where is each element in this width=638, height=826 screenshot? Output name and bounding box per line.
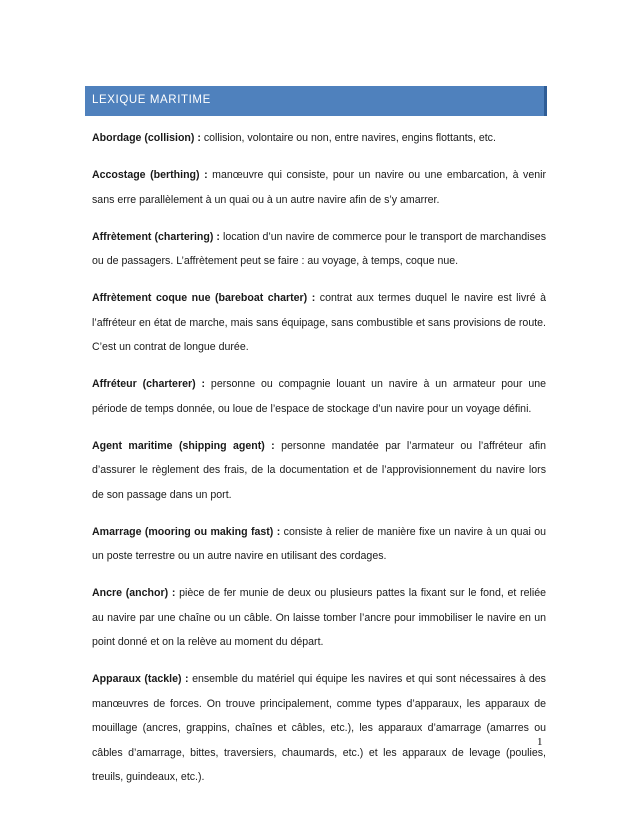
entry-term: Abordage (collision) : <box>92 132 201 144</box>
entry-definition: ensemble du matériel qui équipe les navires et qui sont nécessaires à des manœuvres de forces. On trouve principalement, comme types d’apparaux, les apparaux de mouillage (ancres, grappins, chaînes et câbles, etc.), les apparaux d’amarrage (amarres ou câbles d’amarrage, bittes, traversiers, chaumards, etc.) et les apparaux de levage (poulies, treuils, guindeaux, etc.). <box>92 673 546 783</box>
entry-term: Affréteur (charterer) : <box>92 378 206 390</box>
entry-term: Amarrage (mooring ou making fast) : <box>92 525 281 538</box>
entry-definition: pièce de fer munie de deux ou plusieurs pattes la fixant sur le fond, et reliée au navire par une chaîne ou un câble. On laisse tomber l’ancre pour immobiliser le navire en un point donné et on la relève au moment du départ. <box>92 587 546 648</box>
section-header-bar <box>85 86 547 116</box>
glossary-entry-affreteur <box>92 372 546 421</box>
entry-term: Ancre (anchor) : <box>92 587 176 599</box>
entry-definition: collision, volontaire ou non, entre navires, engins flottants, etc. <box>203 132 496 144</box>
entry-term: Agent maritime (shipping agent) : <box>92 439 275 452</box>
entry-definition: location d’un navire de commerce pour le transport de marchandises ou de passagers. L’affrètement peut se faire : au voyage, à temps, coque nue. <box>92 230 546 267</box>
glossary-entry-affretement-coque-nue <box>92 286 546 360</box>
entry-definition: contrat aux termes duquel le navire est livré à l’affréteur en état de marche, mais sans équipage, sans combustible et sans provisions de route. C’est un contrat de longue durée. <box>92 292 546 353</box>
entry-term: Affrètement (chartering) : <box>92 230 220 243</box>
entry-definition: consiste à relier de manière fixe un navire à un quai ou un poste terrestre ou un autre navire en utilisant des cordages. <box>92 525 546 562</box>
entry-definition: manœuvre qui consiste, pour un navire ou une embarcation, à venir sans erre parallèlement à un quai ou à un autre navire afin de s’y amarrer. <box>92 169 547 206</box>
entry-term: Affrètement coque nue (bareboat charter) : <box>92 292 316 304</box>
glossary-entry-agent-maritime <box>92 434 546 508</box>
section-title: LEXIQUE MARITIME <box>92 94 211 106</box>
glossary-entry-amarrage <box>92 520 546 569</box>
entry-definition: personne mandatée par l’armateur ou l’affréteur afin d’assurer le règlement des frais, de la documentation et de l’approvisionnement du navire lors de son passage dans un port. <box>92 439 547 501</box>
glossary-entry-apparaux <box>92 667 546 790</box>
glossary-entry-affretement <box>92 225 546 274</box>
entry-term: Apparaux (tackle) : <box>92 673 189 685</box>
glossary-entry-abordage <box>92 126 546 151</box>
glossary-entry-accostage <box>92 163 546 212</box>
entry-term: Accostage (berthing) : <box>92 169 208 181</box>
entry-definition: personne ou compagnie louant un navire à un armateur pour une période de temps donnée, ou loue de l’espace de stockage d’un navire pour un voyage défini. <box>92 378 546 415</box>
glossary-entries <box>92 126 546 802</box>
page-number: 1 <box>537 736 543 748</box>
glossary-entry-ancre <box>92 581 546 655</box>
